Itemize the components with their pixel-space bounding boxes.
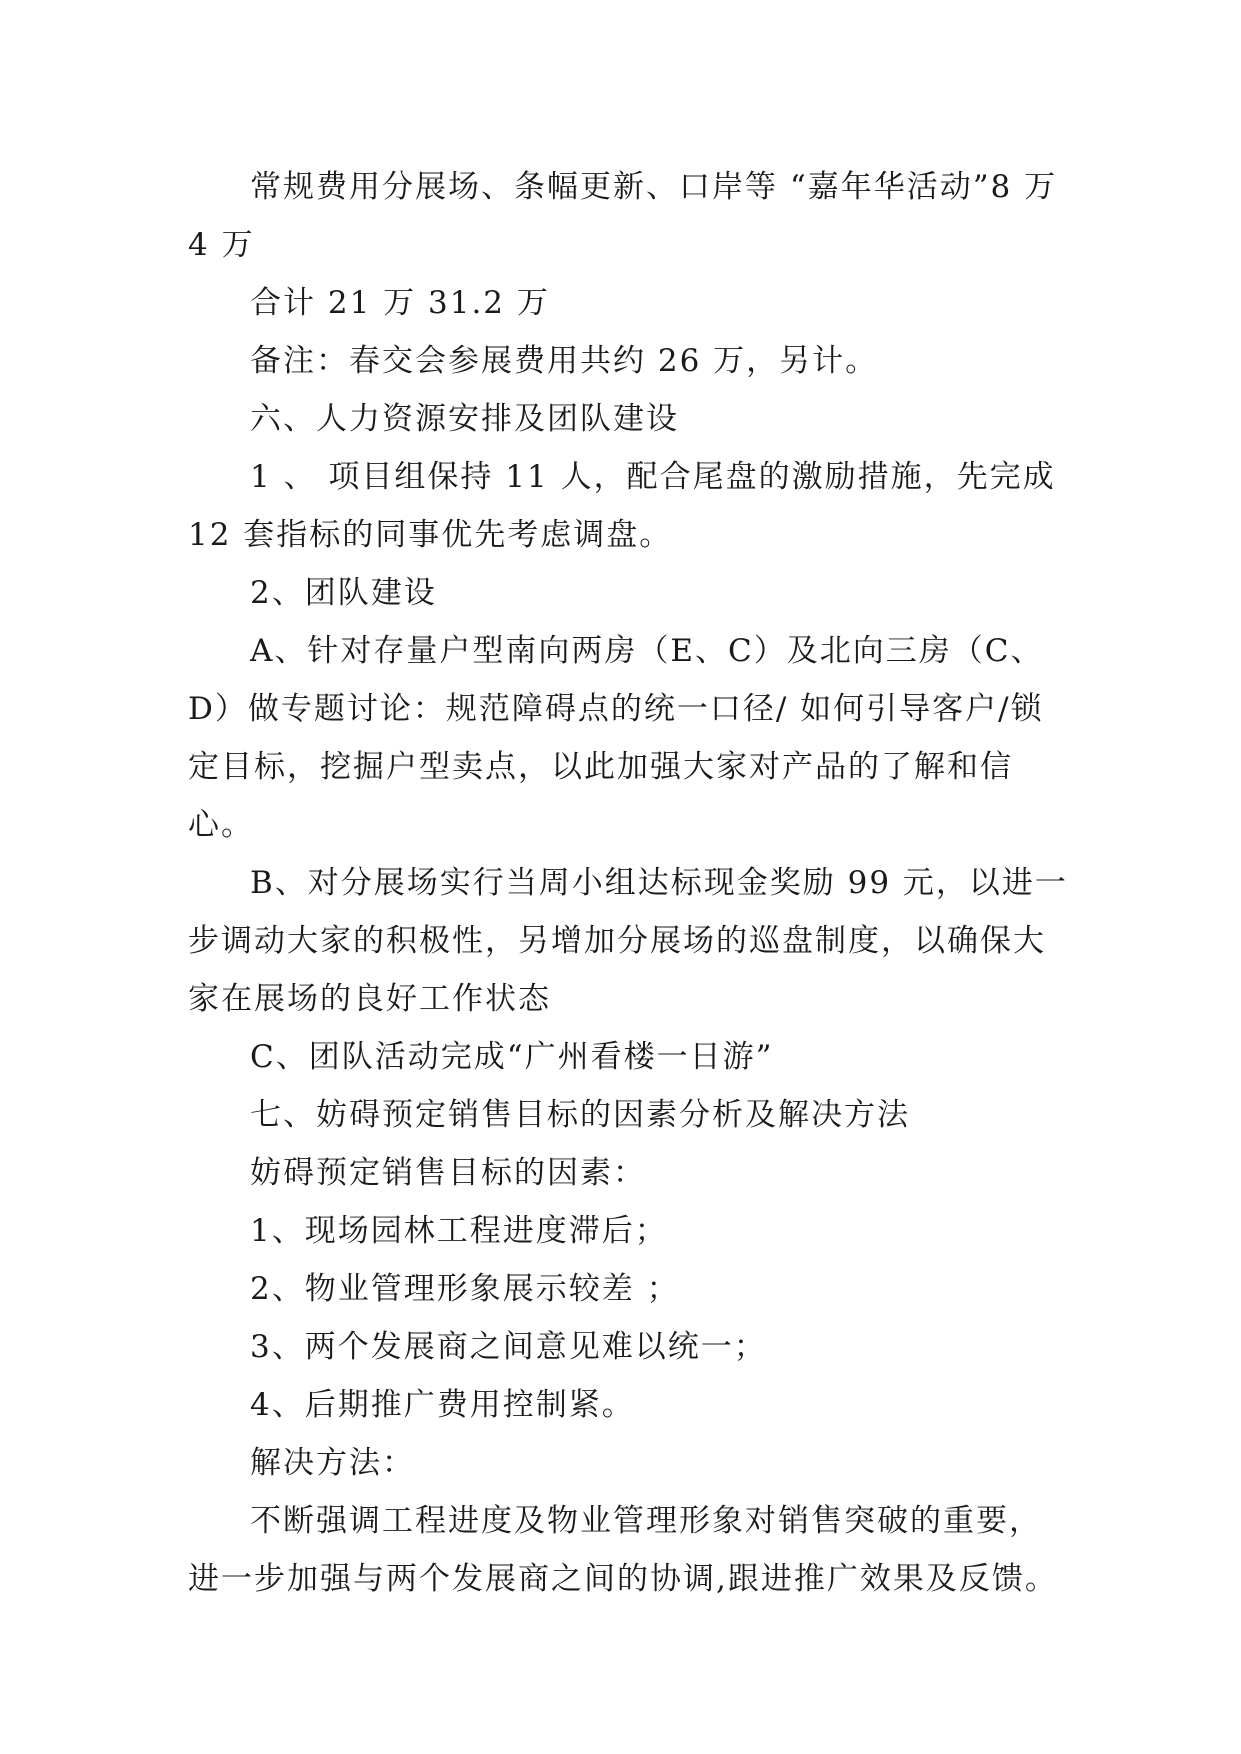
paragraph-factors-title: 妨碍预定销售目标的因素： [250, 1155, 646, 1191]
paragraph-solution-title: 解决方法： [250, 1445, 415, 1481]
paragraph-factor-3: 3、两个发展商之间意见难以统一； [250, 1329, 767, 1365]
paragraph-total: 合计 21 万 31.2 万 [250, 285, 550, 321]
paragraph-item-1: 1 、 项目组保持 11 人，配合尾盘的激励措施，先完成 12 套指标的同事优先考虑调盘。 [188, 459, 1068, 553]
section-heading-hr: 六、人力资源安排及团队建设 [250, 401, 679, 437]
paragraph-item-2: 2、团队建设 [250, 575, 437, 611]
paragraph-item-c: C、团队活动完成“广州看楼一日游” [250, 1039, 774, 1075]
section-heading-obstacles: 七、妨碍预定销售目标的因素分析及解决方法 [250, 1097, 910, 1133]
document-body [188, 158, 1068, 1608]
paragraph-factor-1: 1、现场园林工程进度滞后； [250, 1213, 668, 1249]
paragraph-note: 备注：春交会参展费用共约 26 万，另计。 [250, 343, 879, 379]
paragraph-item-a: A、针对存量户型南向两房（E、C）及北向三房（C、D）做专题讨论：规范障碍点的统一口径/ 如何引导客户/锁定目标，挖掘户型卖点，以此加强大家对产品的了解和信心。 [188, 633, 1044, 843]
paragraph-cost-items: 常规费用分展场、条幅更新、口岸等 “嘉年华活动”8 万 4 万 [188, 169, 1069, 263]
paragraph-factor-2: 2、物业管理形象展示较差 ； [250, 1271, 680, 1307]
paragraph-solution: 不断强调工程进度及物业管理形象对销售突破的重要，进一步加强与两个发展商之间的协调,跟进推广效果及反馈。 [188, 1503, 1058, 1597]
paragraph-item-b: B、对分展场实行当周小组达标现金奖励 99 元，以进一步调动大家的积极性，另增加分展场的巡盘制度，以确保大家在展场的良好工作状态 [188, 865, 1068, 1017]
paragraph-factor-4: 4、后期推广费用控制紧。 [250, 1387, 635, 1423]
